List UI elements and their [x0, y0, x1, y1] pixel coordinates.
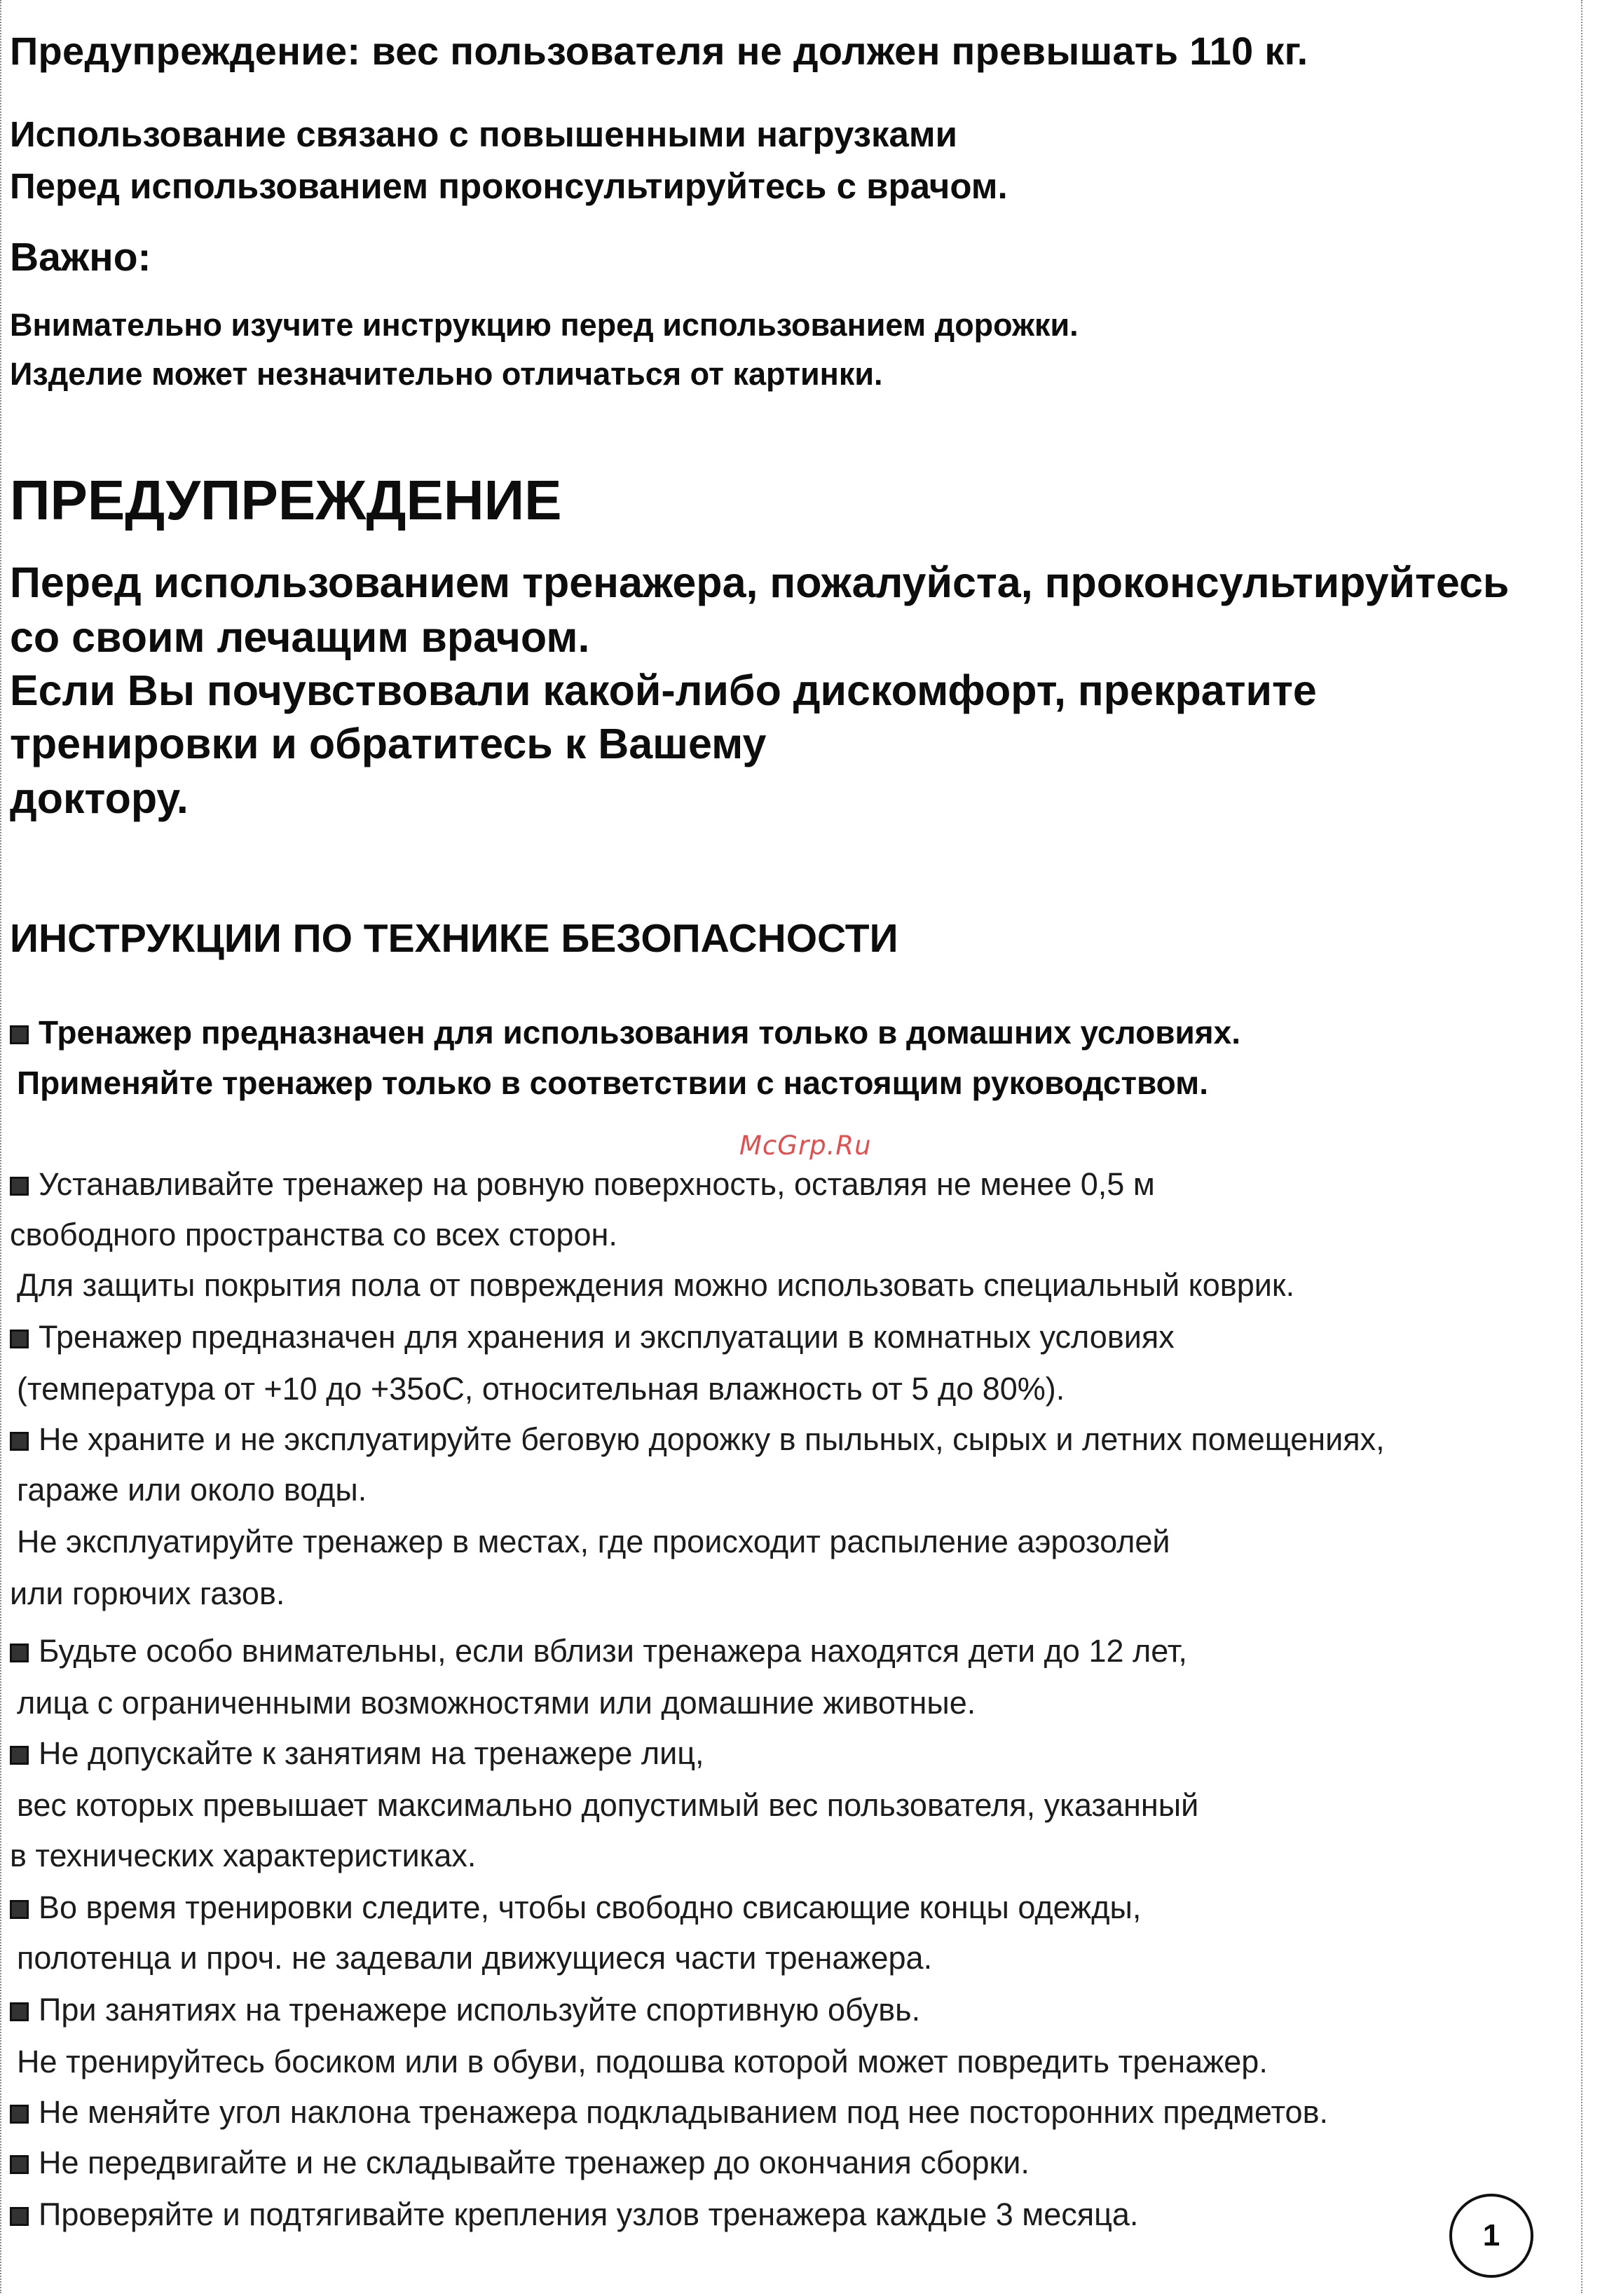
warning-line: тренировки и обратитесь к Вашему	[10, 720, 767, 767]
bullet-icon	[10, 2002, 29, 2021]
safety-line: вес которых превышает максимально допустимый вес пользователя, указанный	[17, 1787, 1199, 1823]
bullet-icon	[10, 1025, 29, 1044]
safety-line: (температура от +10 до +35оС, относительная влажность от 5 до 80%).	[17, 1371, 1065, 1407]
safety-line: или горючих газов.	[10, 1576, 285, 1611]
consult-line: Перед использованием проконсультируйтесь с врачом.	[10, 166, 1008, 206]
weight-warning: Предупреждение: вес пользователя не должен превышать 110 кг.	[10, 29, 1308, 73]
warning-line: со своим лечащим врачом.	[10, 613, 590, 661]
safety-item: При занятиях на тренажере используйте спортивную обувь.	[10, 1992, 920, 2028]
watermark: McGrp.Ru	[739, 1130, 872, 1161]
safety-item: Не меняйте угол наклона тренажера подкладыванием под нее посторонних предметов.	[10, 2094, 1328, 2131]
safety-line: в технических характеристиках.	[10, 1838, 477, 1873]
important-line: Изделие может незначительно отличаться от картинки.	[10, 356, 883, 392]
bullet-icon	[10, 1900, 29, 1919]
safety-item: Тренажер предназначен для хранения и эксплуатации в комнатных условиях	[10, 1319, 1175, 1355]
bullet-icon	[10, 2105, 29, 2124]
warning-line: Если Вы почувствовали какой-либо дискомфорт, прекратите	[10, 667, 1317, 714]
warning-heading: ПРЕДУПРЕЖДЕНИЕ	[10, 469, 562, 531]
safety-item: Проверяйте и подтягивайте крепления узлов тренажера каждые 3 месяца.	[10, 2196, 1138, 2233]
safety-line: Не тренируйтесь босиком или в обуви, подошва которой может повредить тренажер.	[17, 2044, 1268, 2079]
bullet-icon	[10, 2207, 29, 2226]
bullet-icon	[10, 1177, 29, 1196]
important-line: Внимательно изучите инструкцию перед использованием дорожки.	[10, 307, 1079, 343]
bullet-icon	[10, 1746, 29, 1765]
bullet-icon	[10, 1644, 29, 1662]
safety-line: Для защиты покрытия пола от повреждения можно использовать специальный коврик.	[17, 1267, 1295, 1303]
bullet-icon	[10, 2155, 29, 2174]
safety-heading: ИНСТРУКЦИИ ПО ТЕХНИКЕ БЕЗОПАСНОСТИ	[10, 916, 898, 961]
safety-item: Устанавливайте тренажер на ровную поверхность, оставляя не менее 0,5 м	[10, 1166, 1155, 1203]
warning-line: Перед использованием тренажера, пожалуйста, проконсультируйтесь	[10, 559, 1510, 606]
safety-item: Не допускайте к занятиям на тренажере лиц,	[10, 1735, 704, 1772]
warning-line: доктору.	[10, 774, 189, 822]
important-heading: Важно:	[10, 235, 151, 280]
safety-line: Не эксплуатируйте тренажер в местах, где происходит распыление аэрозолей	[17, 1524, 1170, 1559]
safety-line: свободного пространства со всех сторон.	[10, 1217, 617, 1252]
safety-item: Не храните и не эксплуатируйте беговую дорожку в пыльных, сырых и летних помещениях,	[10, 1421, 1385, 1458]
bullet-icon	[10, 1432, 29, 1451]
safety-line: лица с ограниченными возможностями или домашние животные.	[17, 1685, 976, 1721]
safety-item: Во время тренировки следите, чтобы свободно свисающие концы одежды,	[10, 1890, 1141, 1926]
safety-line: гараже или около воды.	[17, 1472, 367, 1508]
safety-item: Будьте особо внимательны, если вблизи тренажера находятся дети до 12 лет,	[10, 1633, 1187, 1669]
load-line: Использование связано с повышенными нагрузками	[10, 114, 957, 154]
safety-item: Не передвигайте и не складывайте тренажер до окончания сборки.	[10, 2145, 1030, 2181]
safety-intro-line: Тренажер предназначен для использования только в домашних условиях.	[10, 1013, 1240, 1051]
bullet-icon	[10, 1330, 29, 1348]
safety-intro-line: Применяйте тренажер только в соответствии с настоящим руководством.	[17, 1065, 1208, 1101]
safety-line: полотенца и проч. не задевали движущиеся части тренажера.	[17, 1940, 933, 1976]
page-number: 1	[1449, 2194, 1533, 2278]
